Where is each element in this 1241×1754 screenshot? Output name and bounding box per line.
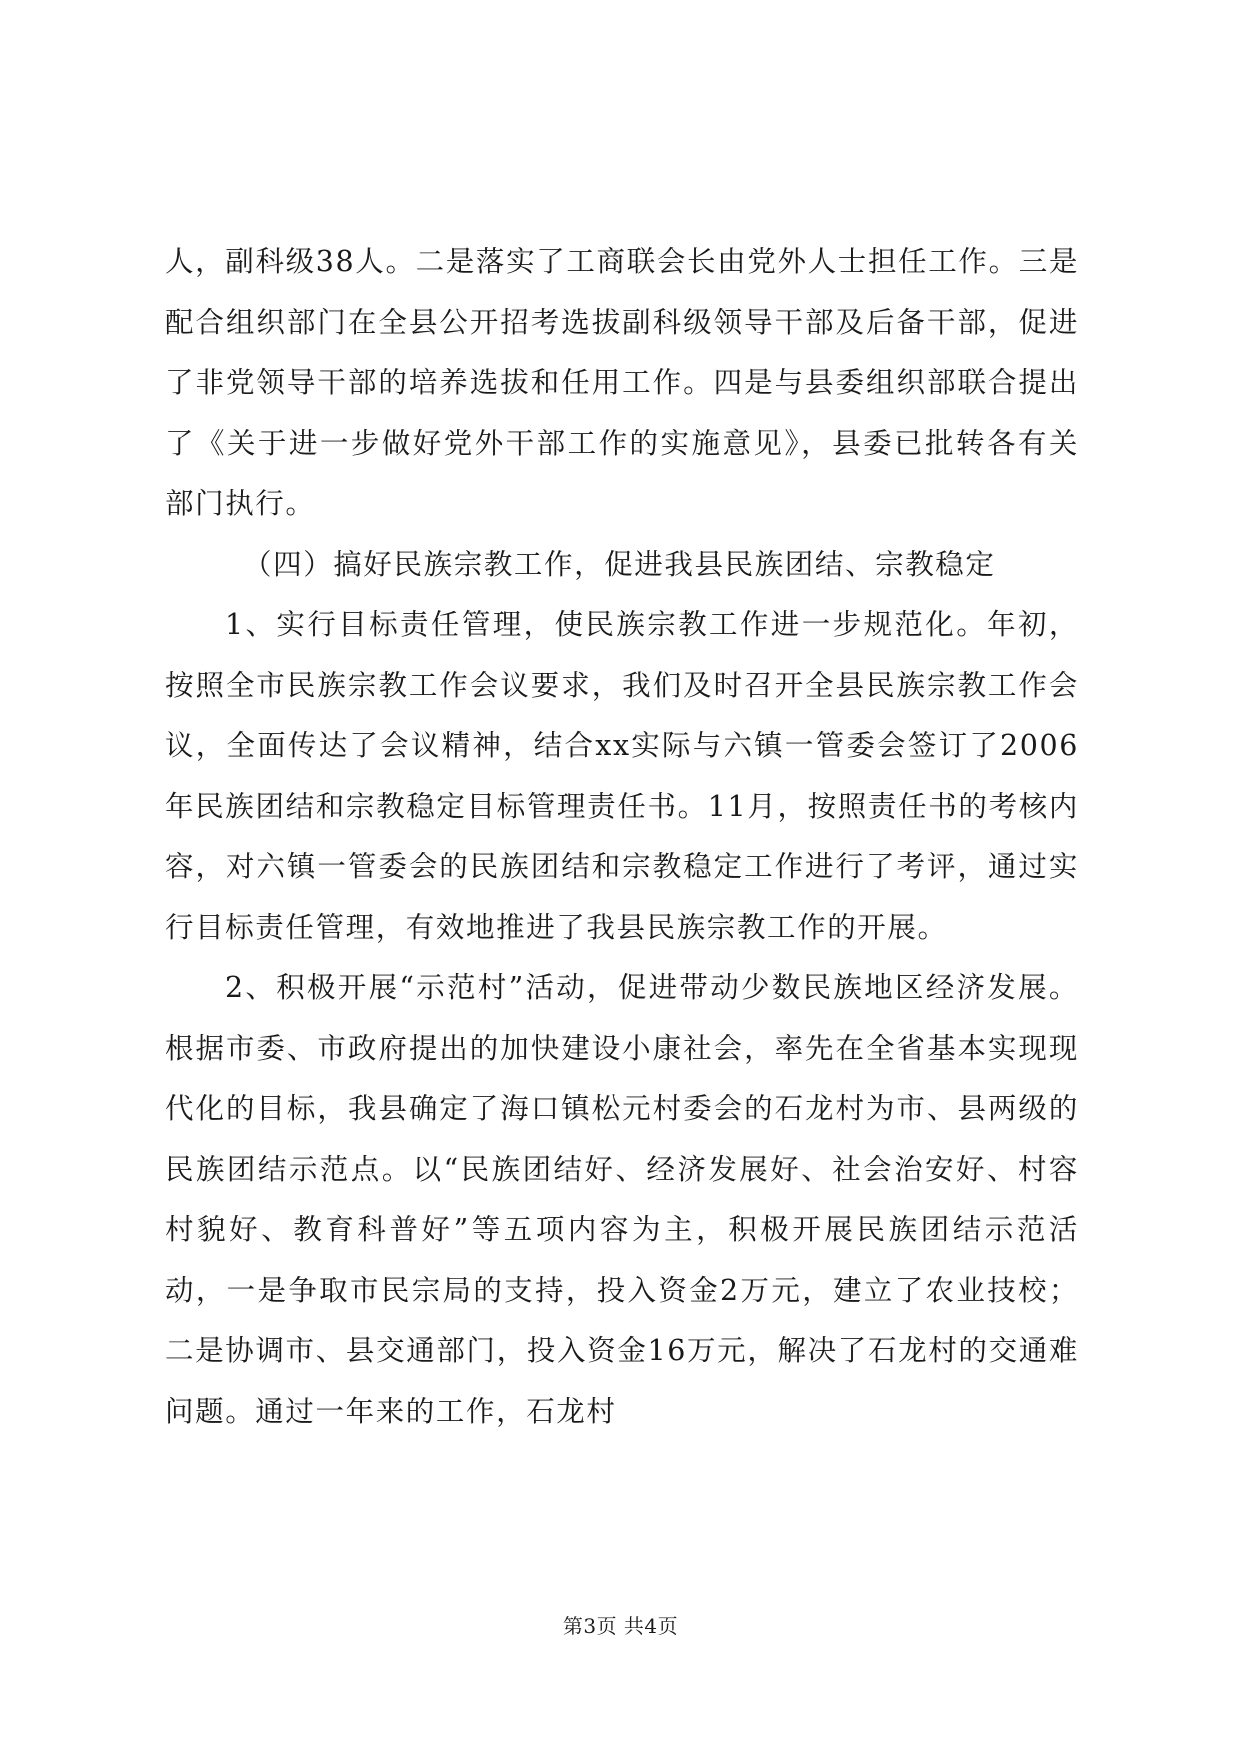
paragraph-target-responsibility: 1、实行目标责任管理，使民族宗教工作进一步规范化。年初，按照全市民族宗教工作会议要求，我们及时召开全县民族宗教工作会议，全面传达了会议精神，结合xx实际与六镇一管委会签订了2006年民族团结和宗教稳定目标管理责任书。11月，按照责任书的考核内容，对六镇一管委会的民族团结和宗教稳定工作进行了考评，通过实行目标责任管理，有效地推进了我县民族宗教工作的开展。 [165,608,1079,944]
document-body [165,232,1079,1442]
section-heading-ethnic-religious: （四）搞好民族宗教工作，促进我县民族团结、宗教稳定 [243,547,996,581]
paragraph-cadre-work: 人，副科级38人。二是落实了工商联会长由党外人士担任工作。三是配合组织部门在全县公开招考选拔副科级领导干部及后备干部，促进了非党领导干部的培养选拔和任用工作。四是与县委组织部联合提出了《关于进一步做好党外干部工作的实施意见》，县委已批转各有关部门执行。 [165,245,1079,520]
paragraph-model-village: 2、积极开展“示范村”活动，促进带动少数民族地区经济发展。根据市委、市政府提出的加快建设小康社会，率先在全省基本实现现代化的目标，我县确定了海口镇松元村委会的石龙村为市、县两级的民族团结示范点。以“民族团结好、经济发展好、社会治安好、村容村貌好、教育科普好”等五项内容为主，积极开展民族团结示范活动，一是争取市民宗局的支持，投入资金2万元，建立了农业技校；二是协调市、县交通部门，投入资金16万元，解决了石龙村的交通难问题。通过一年来的工作，石龙村 [165,971,1079,1428]
page-footer: 第3页 共4页 [562,1614,679,1638]
